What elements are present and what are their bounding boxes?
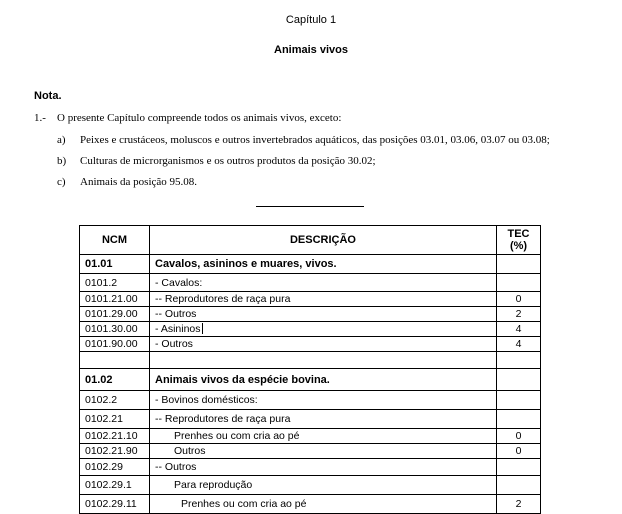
separator-line bbox=[256, 206, 364, 207]
tec-rate: 4 bbox=[497, 337, 541, 352]
tec-rate bbox=[497, 255, 541, 274]
tec-rate: 2 bbox=[497, 495, 541, 514]
table-row bbox=[80, 337, 541, 352]
ncm-code: 0102.29.1 bbox=[80, 476, 150, 495]
tec-rate bbox=[497, 391, 541, 410]
tec-rate: 0 bbox=[497, 292, 541, 307]
description: Animais vivos da espécie bovina. bbox=[150, 369, 497, 391]
note-subitem-letter: a) bbox=[57, 134, 66, 146]
table-row bbox=[80, 391, 541, 410]
ncm-code: 0102.21.90 bbox=[80, 444, 150, 459]
note-text: O presente Capítulo compreende todos os animais vivos, exceto: bbox=[57, 112, 342, 124]
ncm-code: 0101.30.00 bbox=[80, 322, 150, 337]
ncm-code: 0102.21 bbox=[80, 410, 150, 429]
description: Para reprodução bbox=[150, 476, 497, 495]
ncm-code: 0101.21.00 bbox=[80, 292, 150, 307]
tec-rate bbox=[497, 369, 541, 391]
description: Prenhes ou com cria ao pé bbox=[150, 495, 497, 514]
tec-rate: 4 bbox=[497, 322, 541, 337]
table-row bbox=[80, 307, 541, 322]
table-row bbox=[80, 410, 541, 429]
ncm-code: 0102.29 bbox=[80, 459, 150, 476]
tec-rate: 0 bbox=[497, 429, 541, 444]
ncm-table bbox=[79, 225, 541, 514]
table-row bbox=[80, 369, 541, 391]
note-subitem-text: Animais da posição 95.08. bbox=[80, 176, 198, 188]
description: - Asininos bbox=[155, 323, 201, 335]
description: -- Outros bbox=[150, 307, 497, 322]
table-row bbox=[80, 476, 541, 495]
description-cell[interactable] bbox=[150, 322, 497, 337]
table-row bbox=[80, 255, 541, 274]
tec-rate bbox=[497, 410, 541, 429]
header-descricao: DESCRIÇÃO bbox=[150, 226, 497, 255]
tec-rate: 2 bbox=[497, 307, 541, 322]
note-subitem-letter: c) bbox=[57, 176, 66, 188]
header-tec-unit: (%) bbox=[509, 240, 528, 252]
text-cursor bbox=[202, 323, 203, 334]
tec-rate: 0 bbox=[497, 444, 541, 459]
table-row bbox=[80, 322, 541, 337]
table-row bbox=[80, 292, 541, 307]
description: Cavalos, asininos e muares, vivos. bbox=[150, 255, 497, 274]
header-tec bbox=[497, 226, 541, 255]
ncm-code: 0101.29.00 bbox=[80, 307, 150, 322]
description: - Outros bbox=[150, 337, 497, 352]
ncm-code: 0102.2 bbox=[80, 391, 150, 410]
note-subitem-text: Culturas de microrganismos e os outros produtos da posição 30.02; bbox=[80, 155, 376, 167]
note-subitem-letter: b) bbox=[57, 155, 67, 167]
table-row-empty bbox=[80, 352, 541, 369]
chapter-subtitle: Animais vivos bbox=[274, 44, 348, 56]
chapter-title: Capítulo 1 bbox=[285, 14, 337, 26]
ncm-code: 01.02 bbox=[80, 369, 150, 391]
description: -- Reprodutores de raça pura bbox=[150, 292, 497, 307]
ncm-code: 0102.21.10 bbox=[80, 429, 150, 444]
tec-rate bbox=[497, 476, 541, 495]
ncm-code: 0101.90.00 bbox=[80, 337, 150, 352]
description: -- Outros bbox=[150, 459, 497, 476]
header-tec-label: TEC bbox=[507, 228, 530, 240]
table-row bbox=[80, 429, 541, 444]
note-heading: Nota. bbox=[34, 90, 62, 102]
ncm-code bbox=[80, 352, 150, 369]
tec-rate bbox=[497, 274, 541, 292]
description: Outros bbox=[150, 444, 497, 459]
table-header-row bbox=[80, 226, 541, 255]
table-row bbox=[80, 444, 541, 459]
ncm-code: 0101.2 bbox=[80, 274, 150, 292]
description: - Cavalos: bbox=[150, 274, 497, 292]
table-row bbox=[80, 274, 541, 292]
header-ncm: NCM bbox=[80, 226, 150, 255]
table-row bbox=[80, 459, 541, 476]
ncm-code: 0102.29.11 bbox=[80, 495, 150, 514]
tec-rate bbox=[497, 459, 541, 476]
tec-rate bbox=[497, 352, 541, 369]
description: - Bovinos domésticos: bbox=[150, 391, 497, 410]
description: Prenhes ou com cria ao pé bbox=[150, 429, 497, 444]
note-subitem-text: Peixes e crustáceos, moluscos e outros invertebrados aquáticos, das posições 03.01, 03.06, 03.07 ou 03.08; bbox=[80, 134, 550, 146]
description bbox=[150, 352, 497, 369]
ncm-code: 01.01 bbox=[80, 255, 150, 274]
note-number: 1.- bbox=[34, 112, 46, 124]
description: -- Reprodutores de raça pura bbox=[150, 410, 497, 429]
